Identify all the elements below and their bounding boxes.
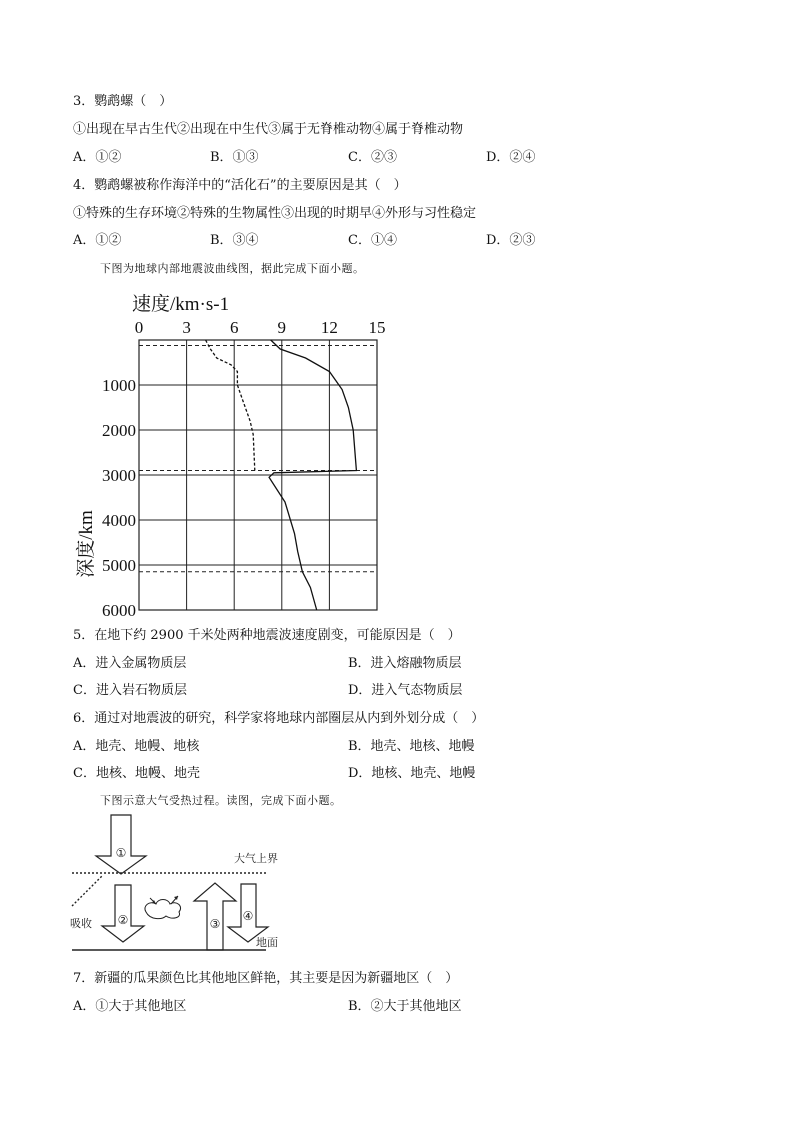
q3-stem: 3．鹦鹉螺（ ） (73, 94, 173, 109)
q5-option-d: D．进入气态物质层 (348, 683, 463, 698)
chart-ytick-label: 5000 (102, 556, 136, 575)
q3-statement: ①出现在早古生代②出现在中生代③属于无脊椎动物④属于脊椎动物 (73, 122, 464, 137)
q4-option-c: C．①④ (348, 233, 397, 248)
chart-ytick-label: 3000 (102, 466, 136, 485)
label-atmosphere-top: 大气上界 (234, 852, 278, 865)
chart-ytick-label: 2000 (102, 421, 136, 440)
label-ground: 地面 (256, 936, 278, 949)
reflection-dotted-line (72, 876, 102, 906)
q5-option-b: B．进入熔融物质层 (348, 656, 462, 671)
seismic-wave-chart (70, 288, 390, 618)
chart-xtick-label: 9 (277, 318, 287, 337)
chart-ylabel: 深度/km (76, 510, 97, 578)
q4-option-a: A．①② (73, 233, 122, 248)
q4-option-d: D．②③ (486, 233, 536, 248)
q3-option-d: D．②④ (486, 150, 536, 165)
q7-option-b: B．②大于其他地区 (348, 999, 462, 1014)
q6-option-a: A．地壳、地幔、地核 (73, 739, 200, 754)
chart-xtick-label: 0 (134, 318, 144, 337)
q5-stem: 5．在地下约 2900 千米处两种地震波速度剧变，可能原因是（ ） (73, 628, 461, 643)
q7-option-a: A．①大于其他地区 (73, 999, 187, 1014)
chart-ytick-label: 1000 (102, 376, 136, 395)
q3-option-a: A．①② (73, 150, 122, 165)
q6-stem: 6．通过对地震波的研究，科学家将地球内部圈层从内到外划分成（ ） (73, 711, 485, 726)
chart-xtick-label: 3 (182, 318, 191, 337)
chart-xlabel: 速度/km·s-1 (132, 294, 230, 315)
chart-ytick-label: 6000 (102, 601, 136, 618)
q6-option-b: B．地壳、地核、地幔 (348, 739, 475, 754)
q6-option-d: D．地核、地壳、地幔 (348, 766, 476, 781)
chart-series-dashed (206, 340, 255, 471)
arrow-4-label: ④ (242, 909, 254, 923)
intro-seismic: 下图为地球内部地震波曲线图，据此完成下面小题。 (100, 262, 365, 275)
q5-option-c: C．进入岩石物质层 (73, 683, 187, 698)
q4-option-b: B．③④ (210, 233, 259, 248)
q4-stem: 4．鹦鹉螺被称作海洋中的“活化石”的主要原因是其（ ） (73, 178, 407, 193)
q4-statement: ①特殊的生存环境②特殊的生物属性③出现的时期早④外形与习性稳定 (73, 206, 477, 221)
atmosphere-heating-diagram (66, 812, 296, 954)
label-absorb: 吸收 (70, 917, 92, 930)
chart-xtick-label: 6 (229, 318, 239, 337)
q3-option-b: B．①③ (210, 150, 259, 165)
q6-option-c: C．地核、地幔、地壳 (73, 766, 200, 781)
q7-stem: 7．新疆的瓜果颜色比其他地区鲜艳，其主要是因为新疆地区（ ） (73, 971, 459, 986)
intro-atmosphere: 下图示意大气受热过程。读图，完成下面小题。 (100, 794, 342, 807)
arrow-2-label: ② (117, 913, 129, 927)
q3-option-c: C．②③ (348, 150, 397, 165)
arrow-1-solar-radiation (96, 815, 146, 874)
arrow-3-label: ③ (209, 917, 221, 931)
q5-option-a: A．进入金属物质层 (73, 656, 187, 671)
cloud-icon (145, 896, 181, 919)
arrow-1-label: ① (115, 846, 127, 860)
chart-xtick-label: 12 (320, 318, 338, 337)
chart-xtick-label: 15 (368, 318, 386, 337)
chart-ytick-label: 4000 (102, 511, 136, 530)
